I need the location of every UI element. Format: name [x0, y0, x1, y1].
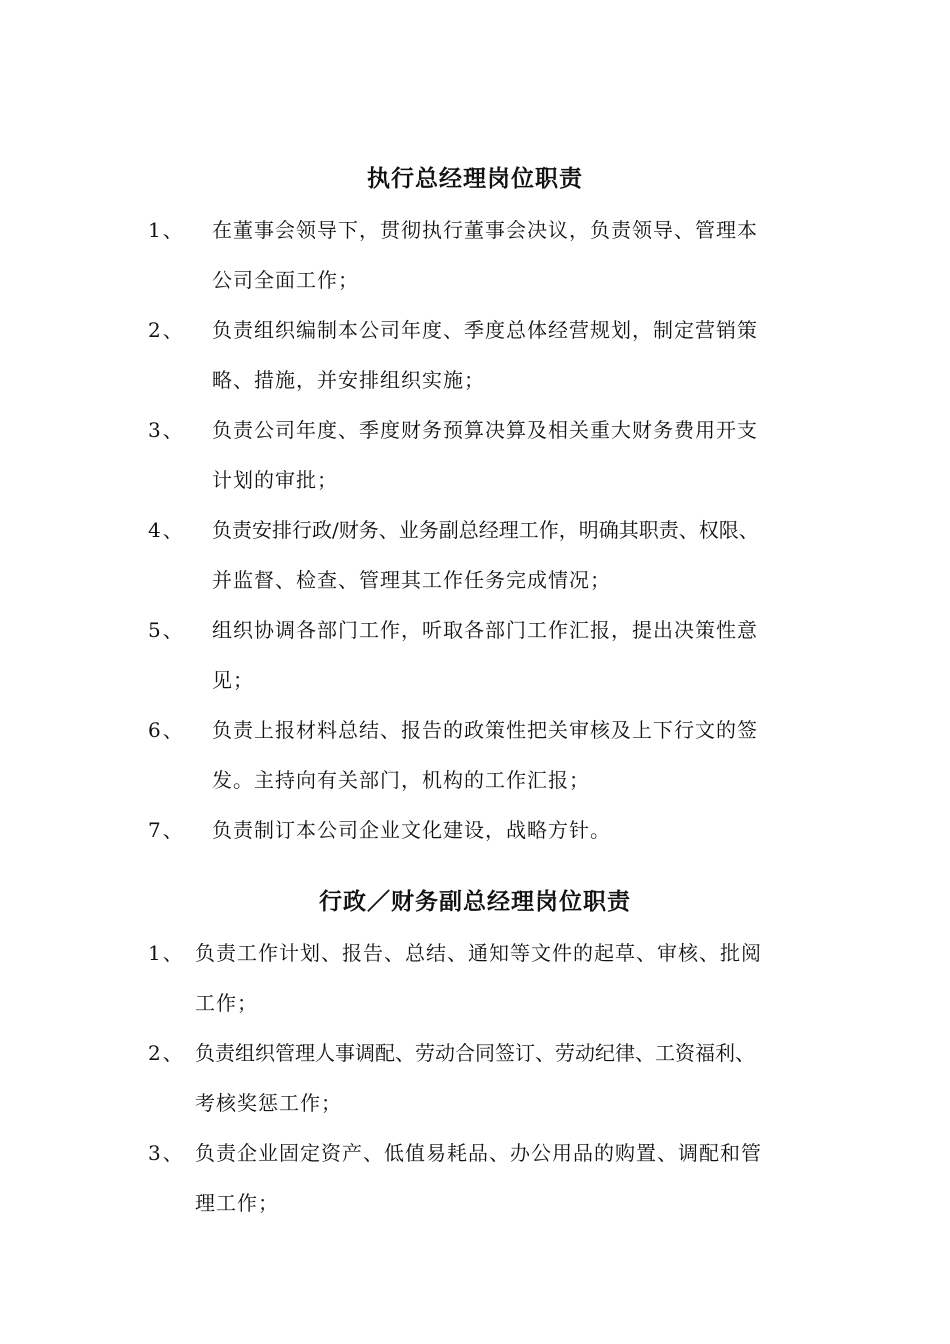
item-text-line: 在董事会领导下，贯彻执行董事会决议，负责领导、管理本 — [212, 218, 758, 242]
item-text-line: 工作； — [195, 991, 258, 1015]
item-text-line: 负责组织编制本公司年度、季度总体经营规划，制定营销策 — [212, 318, 758, 342]
item-number: 2、 — [148, 1041, 185, 1065]
item-text-line: 考核奖惩工作； — [195, 1091, 342, 1115]
item-number: 1、 — [148, 941, 185, 965]
item-number: 7、 — [148, 818, 185, 842]
item-number: 2、 — [148, 318, 185, 342]
item-text-line: 计划的审批； — [212, 468, 338, 492]
item-text-line: 组织协调各部门工作，听取各部门工作汇报，提出决策性意 — [212, 618, 758, 642]
item-number: 5、 — [148, 618, 185, 642]
section1-title: 执行总经理岗位职责 — [367, 165, 583, 192]
item-text-line: 负责制订本公司企业文化建设，战略方针。 — [212, 818, 611, 842]
item-text-line: 负责工作计划、报告、总结、通知等文件的起草、审核、批阅 — [195, 941, 762, 965]
item-number: 1、 — [148, 218, 185, 242]
item-number: 3、 — [148, 418, 185, 442]
item-number: 3、 — [148, 1141, 185, 1165]
item-text-line: 负责公司年度、季度财务预算决算及相关重大财务费用开支 — [212, 418, 758, 442]
item-text-line: 并监督、检查、管理其工作任务完成情况； — [212, 568, 611, 592]
item-text-line: 略、措施，并安排组织实施； — [212, 368, 485, 392]
item-text-line: 公司全面工作； — [212, 268, 359, 292]
section2-title: 行政／财务副总经理岗位职责 — [319, 888, 631, 915]
item-text-line: 负责组织管理人事调配、劳动合同签订、劳动纪律、工资福利、 — [195, 1041, 755, 1065]
item-number: 6、 — [148, 718, 185, 742]
item-text-line: 发。主持向有关部门，机构的工作汇报； — [212, 768, 590, 792]
item-text-line: 负责安排行政/财务、业务副总经理工作，明确其职责、权限、 — [212, 518, 759, 542]
item-text-line: 理工作； — [195, 1191, 279, 1215]
item-text-line: 负责企业固定资产、低值易耗品、办公用品的购置、调配和管 — [195, 1141, 762, 1165]
item-text-line: 负责上报材料总结、报告的政策性把关审核及上下行文的签 — [212, 718, 758, 742]
item-text-line: 见； — [212, 668, 254, 692]
item-number: 4、 — [148, 518, 185, 542]
